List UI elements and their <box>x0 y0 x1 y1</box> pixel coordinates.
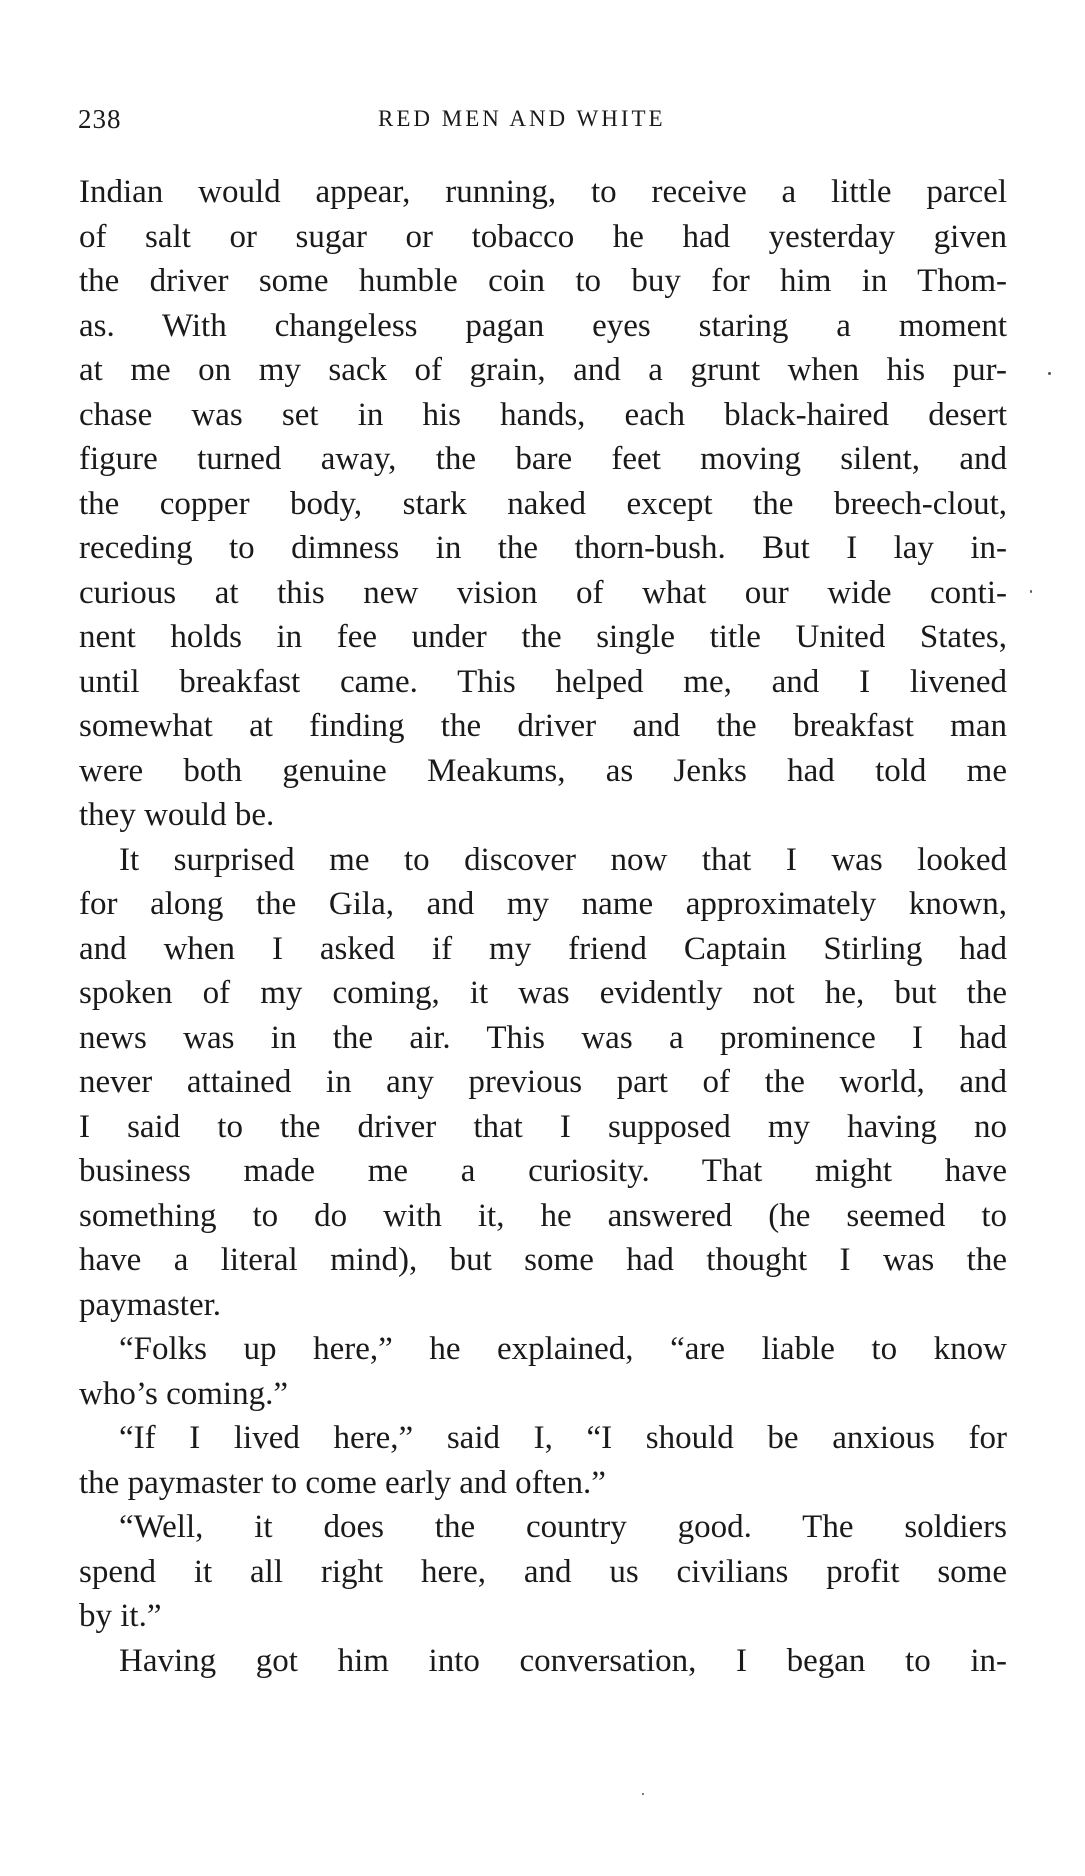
text-line: for along the Gila, and my name approximately known, <box>79 886 1007 922</box>
text-line: I said to the driver that I supposed my having no <box>79 1108 1007 1145</box>
text-line: receding to dimness in the thorn-bush. But I lay in- <box>79 530 1007 566</box>
text-line: of salt or sugar or tobacco he had yesterday given <box>79 218 1007 255</box>
text-line: something to do with it, he answered (he seemed to <box>79 1197 1007 1234</box>
text-line: curious at this new vision of what our wide conti- <box>79 574 1007 611</box>
text-line: somewhat at finding the driver and the breakfast man <box>79 708 1007 744</box>
text-line: at me on my sack of grain, and a grunt when his pur- <box>79 352 1007 388</box>
text-line: who’s coming.” <box>79 1375 288 1412</box>
text-line: never attained in any previous part of the world, and <box>79 1064 1007 1100</box>
text-line: chase was set in his hands, each black-haired desert <box>79 396 1007 433</box>
text-line: Indian would appear, running, to receive a little parcel <box>79 174 1007 210</box>
page-number: 238 <box>78 104 122 134</box>
text-line: they would be. <box>79 797 275 833</box>
text-line: news was in the air. This was a prominence I had <box>79 1019 1007 1056</box>
print-speck <box>1048 372 1051 375</box>
text-line: were both genuine Meakums, as Jenks had told me <box>79 752 1007 789</box>
text-line: by it.” <box>79 1598 162 1634</box>
text-line: the paymaster to come early and often.” <box>79 1464 606 1501</box>
body-text <box>79 170 1007 1683</box>
print-speck <box>642 1793 644 1795</box>
text-line: spoken of my coming, it was evidently not he, but the <box>79 975 1007 1011</box>
print-speck <box>1030 590 1032 593</box>
text-line: Having got him into conversation, I began to in- <box>119 1642 1007 1679</box>
text-line: spend it all right here, and us civilians profit some <box>79 1553 1007 1590</box>
text-line: the driver some humble coin to buy for him in Thom- <box>79 263 1007 299</box>
text-line: nent holds in fee under the single title United States, <box>79 619 1007 655</box>
text-line: until breakfast came. This helped me, and I livened <box>79 663 1007 700</box>
text-line: business made me a curiosity. That might have <box>79 1153 1007 1189</box>
text-line: the copper body, stark naked except the breech-clout, <box>79 485 1007 522</box>
text-line: It surprised me to discover now that I was looked <box>119 841 1007 878</box>
text-line: figure turned away, the bare feet moving silent, and <box>79 441 1007 477</box>
text-line: “Folks up here,” he explained, “are liable to know <box>119 1331 1007 1367</box>
text-line: paymaster. <box>79 1286 222 1323</box>
text-line: as. With changeless pagan eyes staring a moment <box>79 307 1007 344</box>
text-line: and when I asked if my friend Captain Stirling had <box>79 930 1007 967</box>
running-title: RED MEN AND WHITE <box>378 106 666 131</box>
text-line: “Well, it does the country good. The soldiers <box>119 1509 1007 1545</box>
text-line: “If I lived here,” said I, “I should be anxious for <box>119 1420 1007 1456</box>
running-head <box>78 104 998 140</box>
text-line: have a literal mind), but some had thought I was the <box>79 1242 1007 1278</box>
